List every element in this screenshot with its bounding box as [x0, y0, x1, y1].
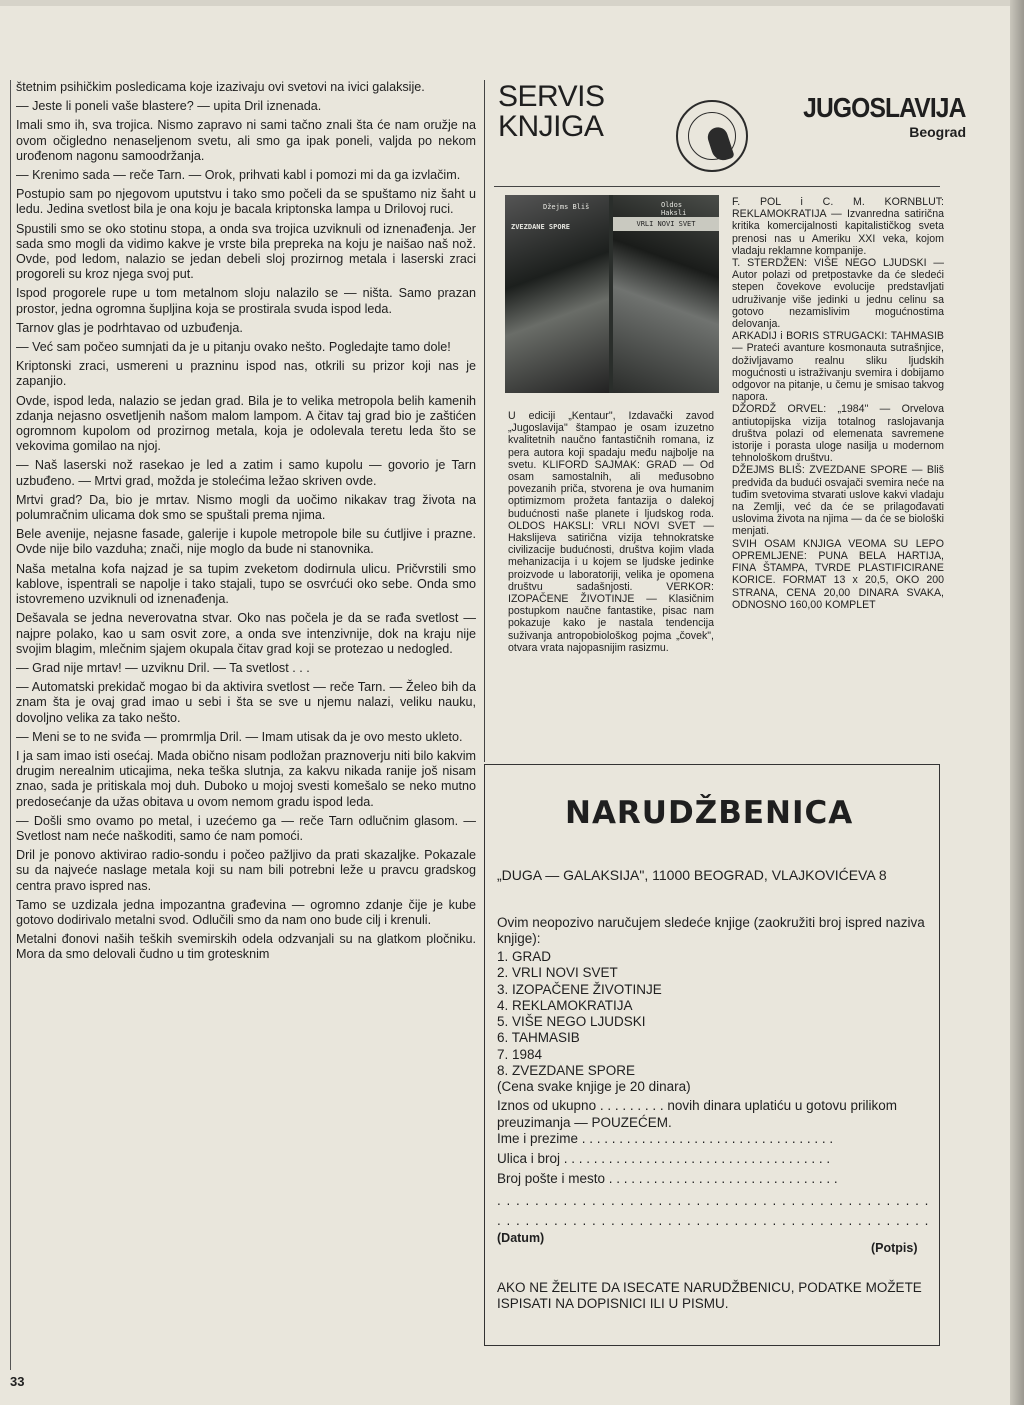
story-paragraph: štetnim psihičkim posledicama koje izazivaju ovi svetovi na ivici galaksije. [16, 80, 425, 94]
story-paragraph: Ovde, ispod leda, nalazio se jedan grad. Bila je to velika metropola belih kamenih zdanja nejasno osvetljenih našom malom lampom. A čitav taj grad bio je zaštićen ogromnom kupolom od prozirnog metala, koja je odolevala teretu leda što se vekovima gomilao na njoj. [16, 393, 476, 454]
story-paragraph: — Došli smo ovamo po metal, i uzećemo ga — reče Tarn odlučnim glasom. — Svetlost nam neće naškoditi, samo će nam pomoći. [16, 813, 476, 843]
story-paragraph: Ispod progorele rupe u tom metalnom sloju nalazilo se — ništa. Samo prazan prostor, jedna ogromna šupljina koja se prostirala svuda ispod leda. [16, 286, 476, 316]
book-service-header [494, 78, 974, 188]
cover-left-author: Džejms Bliš [543, 203, 590, 211]
story-paragraph: Dril je ponovo aktivirao radio-sondu i počeo pažljivo da prati skazaljke. Pokazale su da najveće naslage metala koji su nam bili potrebni leže u pravcu gradskog centra pravo ispred nas. [16, 848, 476, 893]
cover-right-author: Oldos Haksli [661, 201, 687, 217]
publisher-emblem-icon [676, 100, 748, 172]
book-description: DŽORDŽ ORVEL: „1984" — Orvelova antiutopijska vizija totalnog raslojavanja društva polazi od elemenata savremene istorije i porasta uloge nasilja u modernom tehnološkom društvu. [732, 403, 944, 465]
signature-label: (Potpis) [871, 1241, 918, 1255]
cover-left-title: ZVEZDANE SPORE [511, 223, 571, 231]
book-description: ARKADIJ i BORIS STRUGACKI: TAHMASIB — Prateći avanture kosmonauta sutrašnjice, doživljavamo realnu sliku ljudskih mogućnosti u istraživanju svemira i dobijamo odgovor na pitanje, u čemu je smisao takvog napora. [732, 330, 944, 404]
servis-line1: SERVIS [498, 80, 605, 113]
postal-field-label: Broj pošte i mesto [497, 1171, 606, 1186]
story-paragraph: Bele avenije, nejasne fasade, galerije i kupole metropole bile su ćutljive i prazne. Ovde nije bilo vazduha; znači, nije moglo da bude ni stanovnika. [16, 527, 476, 557]
order-form [484, 764, 940, 1346]
story-paragraph: Naša metalna kofa najzad je sa tupim zveketom dodirnula ulicu. Pričvrstili smo kablove, ispentrali se napolje i tako stajali, tupo se osvrćući oko sebe. Onda smo istovremeno uzviknuli od iznenađenja. [16, 561, 476, 607]
story-paragraph: Mrtvi grad? Da, bio je mrtav. Nismo mogli da uočimo nikakav trag života na polumračnim ulicama dok smo se spuštali prema njima. [16, 492, 476, 523]
story-paragraph: — Krenimo sada — reče Tarn. — Orok, prihvati kabl i pomozi mi da ga izvlačim. [16, 168, 461, 183]
story-paragraph: Dešavala se jedna neverovatna stvar. Oko nas počela je da se rađa svetlost — najpre polako, kao u sam osvit zore, a onda sve intenzivnije, dok na kraju nije svojim blagim, mlečnim sjajem okupala čitav grad koji se protezao u nedogled. [16, 611, 476, 656]
story-paragraph: — Jeste li poneli vaše blastere? — upita Dril iznenada. [16, 99, 322, 114]
book-description: DŽEJMS BLIŠ: ZVEZDANE SPORE — Bliš predviđa da budući osvajači svemira neće na tuđim svetovima stvarati uslove kakvi vladaju na Zemlji, već da će se prilagođavati uslovima života na njima — da će se biološki menjati. [732, 464, 944, 538]
book-description: SVIH OSAM KNJIGA VEOMA SU LEPO OPREMLJENE: PUNA BELA HARTIJA, FINA ŠTAMPA, TVRDE PLASTIFICIRANE KORICE. FORMAT 13 x 20,5, OKO 200 STRANA, CENA 20,00 DINARA SVAKA, ODNOSNO 160,00 KOMPLET [732, 537, 944, 611]
page-right-edge [1010, 0, 1024, 1405]
order-address: „DUGA — GALAKSIJA", 11000 BEOGRAD, VLAJKOVIĆEVA 8 [497, 867, 887, 883]
street-field-label: Ulica i broj [497, 1151, 561, 1166]
publisher-city: Beograd [909, 124, 966, 140]
blank-line-2[interactable]: . . . . . . . . . . . . . . . . . . . . . . . . . . . . . . . . . . . . . . . . . . . . . . [497, 1213, 930, 1228]
story-paragraph: Imali smo ih, sva trojica. Nismo zapravo ni sami tačno znali šta će nam oružje na ovom očigledno nenaseljenom svetu, ali smo ga ipak poneli, valjda po nekom urođenom nagonu samoodržanja. [16, 118, 476, 163]
story-paragraph: Tamo se uzdizala jedna impozantna građevina — ogromno zdanje čije je kube gotovo dodirivalo metalni svod. Odlučili smo da nam ono bude cilj i krenuli. [16, 897, 476, 927]
order-book-item[interactable]: 5. VIŠE NEGO LJUDSKI [497, 1014, 646, 1030]
order-book-item[interactable]: 1. GRAD [497, 949, 552, 964]
story-paragraph: — Već sam počeo sumnjati da je u pitanju ovako nešto. Pogledajte tamo dole! [16, 340, 451, 355]
order-note: AKO NE ŽELITE DA ISECATE NARUDŽBENICU, PODATKE MOŽETE ISPISATI NA DOPISNICI ILI U PISMU. [497, 1280, 922, 1311]
order-book-item[interactable]: 2. VRLI NOVI SVET [497, 965, 618, 981]
servis-line2: KNJIGA [498, 110, 604, 143]
servis-knjiga-title [498, 82, 605, 142]
story-paragraph: — Naš laserski nož rasekao je led a zatim i samo kupolu — govorio je Tarn uzbuđeno. — Mrtvi grad, možda je stolećima ležao skriven ovde. [16, 458, 476, 488]
book-descriptions [732, 196, 944, 756]
order-book-item[interactable]: 3. IZOPAČENE ŽIVOTINJE [497, 981, 662, 997]
story-paragraph: Postupio sam po njegovom uputstvu i tako smo počeli da se spuštamo niz šaht u ledu. Jedina svetlost bila je ona koju je bacala kriptonska lampa u Drilovoj ruci. [16, 187, 476, 217]
book-series-blurb: U ediciji „Kentaur", Izdavački zavod „Jugoslavija" štampao je osam izuzetno kvalitetnih naučno fantastičnih romana, iz pera autora koji spadaju među najbolje na svetu. KLIFORD SAJMAK: GRAD — Od osam samostalnih, ali međusobno povezanih priča, stvorena je ova humanim optimizmom prožeta fantazija o dalekoj budućnosti naše planete i ljudskog roda. OLDOS HAKSLI: VRLI NOVI SVET — Hakslijeva satirična vizija tehnokratske civilizacije budućnosti, društva kojim vlada mehanizacija i u kojem se ljudske jedinke proizvode u laboratoriji, velika je opomena društvu sadašnjosti. VERKOR: IZOPAČENE ŽIVOTINJE — Klasičnim postupkom naučne fantastike, pisac nam pokazuje kako je nastala tendencija suživanja antropobiološkog pojma „čovek", otvara vrata najopasnijim rasizmu. [508, 410, 714, 654]
cover-right-title: VRLI NOVI SVET [613, 217, 719, 231]
left-margin-rule [10, 80, 11, 1370]
order-payment-text: Iznos od ukupno . . . . . . . . . novih dinara uplatiću u gotovu prilikom preuzimanja — POUZEĆEM. [497, 1098, 897, 1130]
book-covers-photo [505, 195, 719, 393]
story-column [16, 80, 476, 1370]
header-rule [494, 186, 940, 187]
story-paragraph: — Meni se to ne sviđa — promrmlja Dril. — Imam utisak da je ovo mesto ukleto. [16, 729, 463, 744]
blank-line-1[interactable]: . . . . . . . . . . . . . . . . . . . . . . . . . . . . . . . . . . . . . . . . . . . . . . [497, 1193, 930, 1208]
order-book-item[interactable]: 8. ZVEZDANE SPORE [497, 1063, 636, 1079]
story-paragraph: Metalni đonovi naših teških svemirskih odela odzvanjali su na glatkom pločniku. Mora da smo delovali čudno u tim grotesknim [16, 932, 476, 962]
story-paragraph: Tarnov glas je podrhtavao od uzbuđenja. [16, 320, 243, 335]
publisher-name: JUGOSLAVIJA [803, 92, 966, 123]
story-paragraph: — Automatski prekidač mogao bi da aktivira svetlost — reče Tarn. — Želeo bih da znam šta je ovaj grad imao u sebi i šta se sve u njemu nalazi, veliku nauku, dovoljno velika za tako nešto. [16, 680, 476, 725]
column-divider [484, 80, 485, 762]
story-paragraph: Kriptonski zraci, usmereni u prazninu ispod nas, otkrili su prizor koji nas je zapanjio. [16, 359, 476, 389]
order-price-note: (Cena svake knjige je 20 dinara) [497, 1079, 691, 1094]
name-field-label: Ime i prezime [497, 1131, 579, 1146]
book-description: F. POL i C. M. KORNBLUT: REKLAMOKRATIJA — Izvanredna satirična kritika komercijalnosti kapitalističkog sveta prenosi nas u Ameriku XXI veka, kojom vladaju reklamne kompanije. [732, 196, 944, 257]
order-book-item[interactable]: 7. 1984 [497, 1046, 543, 1062]
street-field[interactable]: Ulica i broj . . . . . . . . . . . . . . . . . . . . . . . . . . . . . . . . . . . . [497, 1151, 831, 1166]
date-label: (Datum) [497, 1231, 545, 1245]
story-paragraph: — Grad nije mrtav! — uzviknu Dril. — Ta svetlost . . . [16, 660, 310, 675]
postal-field[interactable]: Broj pošte i mesto . . . . . . . . . . . . . . . . . . . . . . . . . . . . . . . [497, 1171, 838, 1186]
order-book-list [497, 949, 927, 1079]
order-form-title: NARUDŽBENICA [565, 795, 854, 831]
order-book-item[interactable]: 4. REKLAMOKRATIJA [497, 997, 633, 1013]
page-top-edge [0, 0, 1024, 6]
page-number: 33 [10, 1374, 25, 1389]
story-paragraph: I ja sam imao isti osećaj. Mada obično nisam podložan praznoverju niti bilo kakvim drugim nerealnim uticajima, neka teška slutnja, za kakvu nikada ranije još nisam znao, sada je pritiskala moj duh. Duboko u mojoj svesti komešalo se neko mutno predosećanje da užas obitava u ovom nemom gradu ispod leda. [16, 748, 476, 809]
story-paragraph: Spustili smo se oko stotinu stopa, a onda sva trojica uzviknuli od iznenađenja. Jer sada smo mogli da vidimo kakve je vrste bila prepreka na koju je naišao naš nož. Ovde, pod ledom, nalazio se jedan debeli sloj prozirnog metala i laserski zraci progoreli su kroz njega svoj put. [16, 221, 476, 282]
book-description: T. STERDŽEN: VIŠE NEGO LJUDSKI — Autor polazi od pretpostavke da će sledeći stepen čovekove evolucije predstavljati udruživanje više jedinki u jednu celinu sa gotovo nezamislivim mogućnostima delovanja. [732, 257, 944, 331]
name-field[interactable]: Ime i prezime . . . . . . . . . . . . . . . . . . . . . . . . . . . . . . . . . . [497, 1131, 834, 1146]
order-book-item[interactable]: 6. TAHMASIB [497, 1030, 580, 1046]
order-intro: Ovim neopozivo naručujem sledeće knjige (zaokružiti broj ispred naziva knjige): [497, 915, 925, 946]
